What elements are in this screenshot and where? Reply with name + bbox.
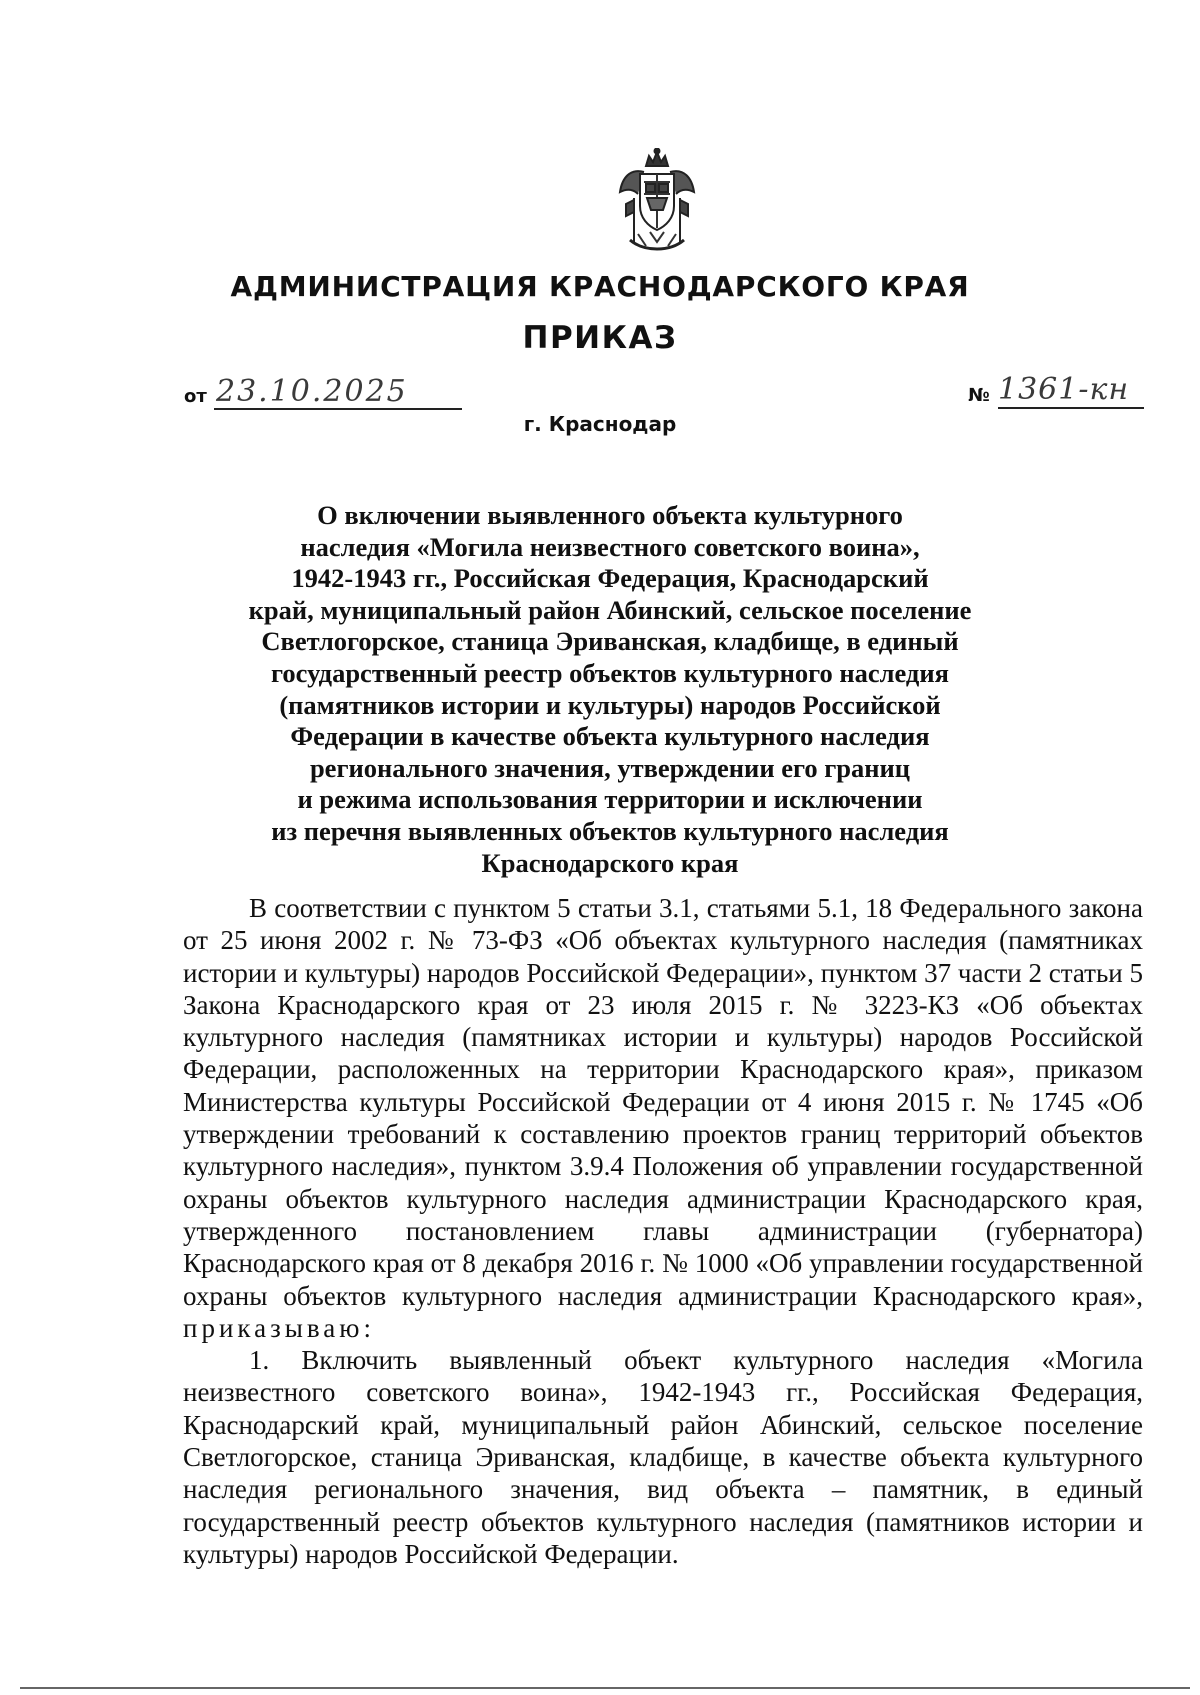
date-underline [214,408,462,410]
document-title [240,500,980,879]
title-line: из перечня выявленных объектов культурного наследия [271,815,949,846]
number-field [968,372,1148,416]
item-1-paragraph: 1. Включить выявленный объект культурного наследия «Могила неизвестного советского воина», 1942-1943 гг., Российская Федерация, Краснодарский край, муниципальный район Абинский, сельское поселение Светлогорское, станица Эриванская, кладбище, в качестве объекта культурного наследия регионального значения, вид объекта – памятник, в единый государственный реестр объектов культурного наследия (памятников истории и культуры) народов Российской Федерации. [183,1345,1143,1569]
title-line: государственный реестр объектов культурного наследия [271,657,949,688]
title-line: и режима использования территории и исключении [297,784,923,815]
title-line: 1942-1943 гг., Российская Федерация, Краснодарский [291,563,929,594]
page-bottom-rule [20,1687,1190,1689]
title-line: О включении выявленного объекта культурного [317,500,903,530]
title-line: Краснодарского края [481,847,739,878]
date-field [184,374,464,416]
order-word: приказываю: [183,1312,375,1343]
number-prefix: № [968,385,990,406]
title-line: регионального значения, утверждении его границ [309,752,911,783]
city-name: г. Краснодар [523,412,677,436]
preamble-paragraph [183,892,1143,1344]
number-value: 1361-кн [998,372,1130,407]
date-prefix: от [184,386,207,407]
title-line: (памятников истории и культуры) народов Российской [279,689,941,720]
document-type: ПРИКАЗ [522,320,678,356]
date-value: 23.10.2025 [216,374,408,409]
document-body [183,892,1143,1570]
title-line: Федерации в качестве объекта культурного наследия [290,721,930,752]
preamble-text: В соответствии с пунктом 5 статьи 3.1, статьями 5.1, 18 Федерального закона от 25 июня 2002 г. № 73-ФЗ «Об объектах культурного наследия (памятниках истории и культуры) народов Российской Федерации», пунктом 37 части 2 статьи 5 Закона Краснодарского края от 23 июля 2015 г. № 3223-КЗ «Об объектах культурного наследия (памятниках истории и культуры) народов Российской Федерации, расположенных на территории Краснодарского края», приказом Министерства культуры Российской Федерации от 4 июня 2015 г. № 1745 «Об утверждении требований к составлению проектов границ территорий объектов культурного наследия», пунктом 3.9.4 Положения об управлении государственной охраны объектов культурного наследия администрации Краснодарского края, утвержденного постановлением главы администрации (губернатора) Краснодарского края от 8 декабря 2016 г. № 1000 «Об управлении государственной охраны объектов культурного наследия администрации Краснодарского края», [183,893,1143,1311]
title-line: край, муниципальный район Абинский, сельское поселение [248,594,972,625]
coat-of-arms-icon [616,148,698,256]
title-line: Светлогорское, станица Эриванская, кладбище, в единый [261,626,959,657]
number-underline [998,407,1144,409]
title-line: наследия «Могила неизвестного советского воина», [300,531,920,562]
organization-name: АДМИНИСТРАЦИЯ КРАСНОДАРСКОГО КРАЯ [230,270,970,303]
